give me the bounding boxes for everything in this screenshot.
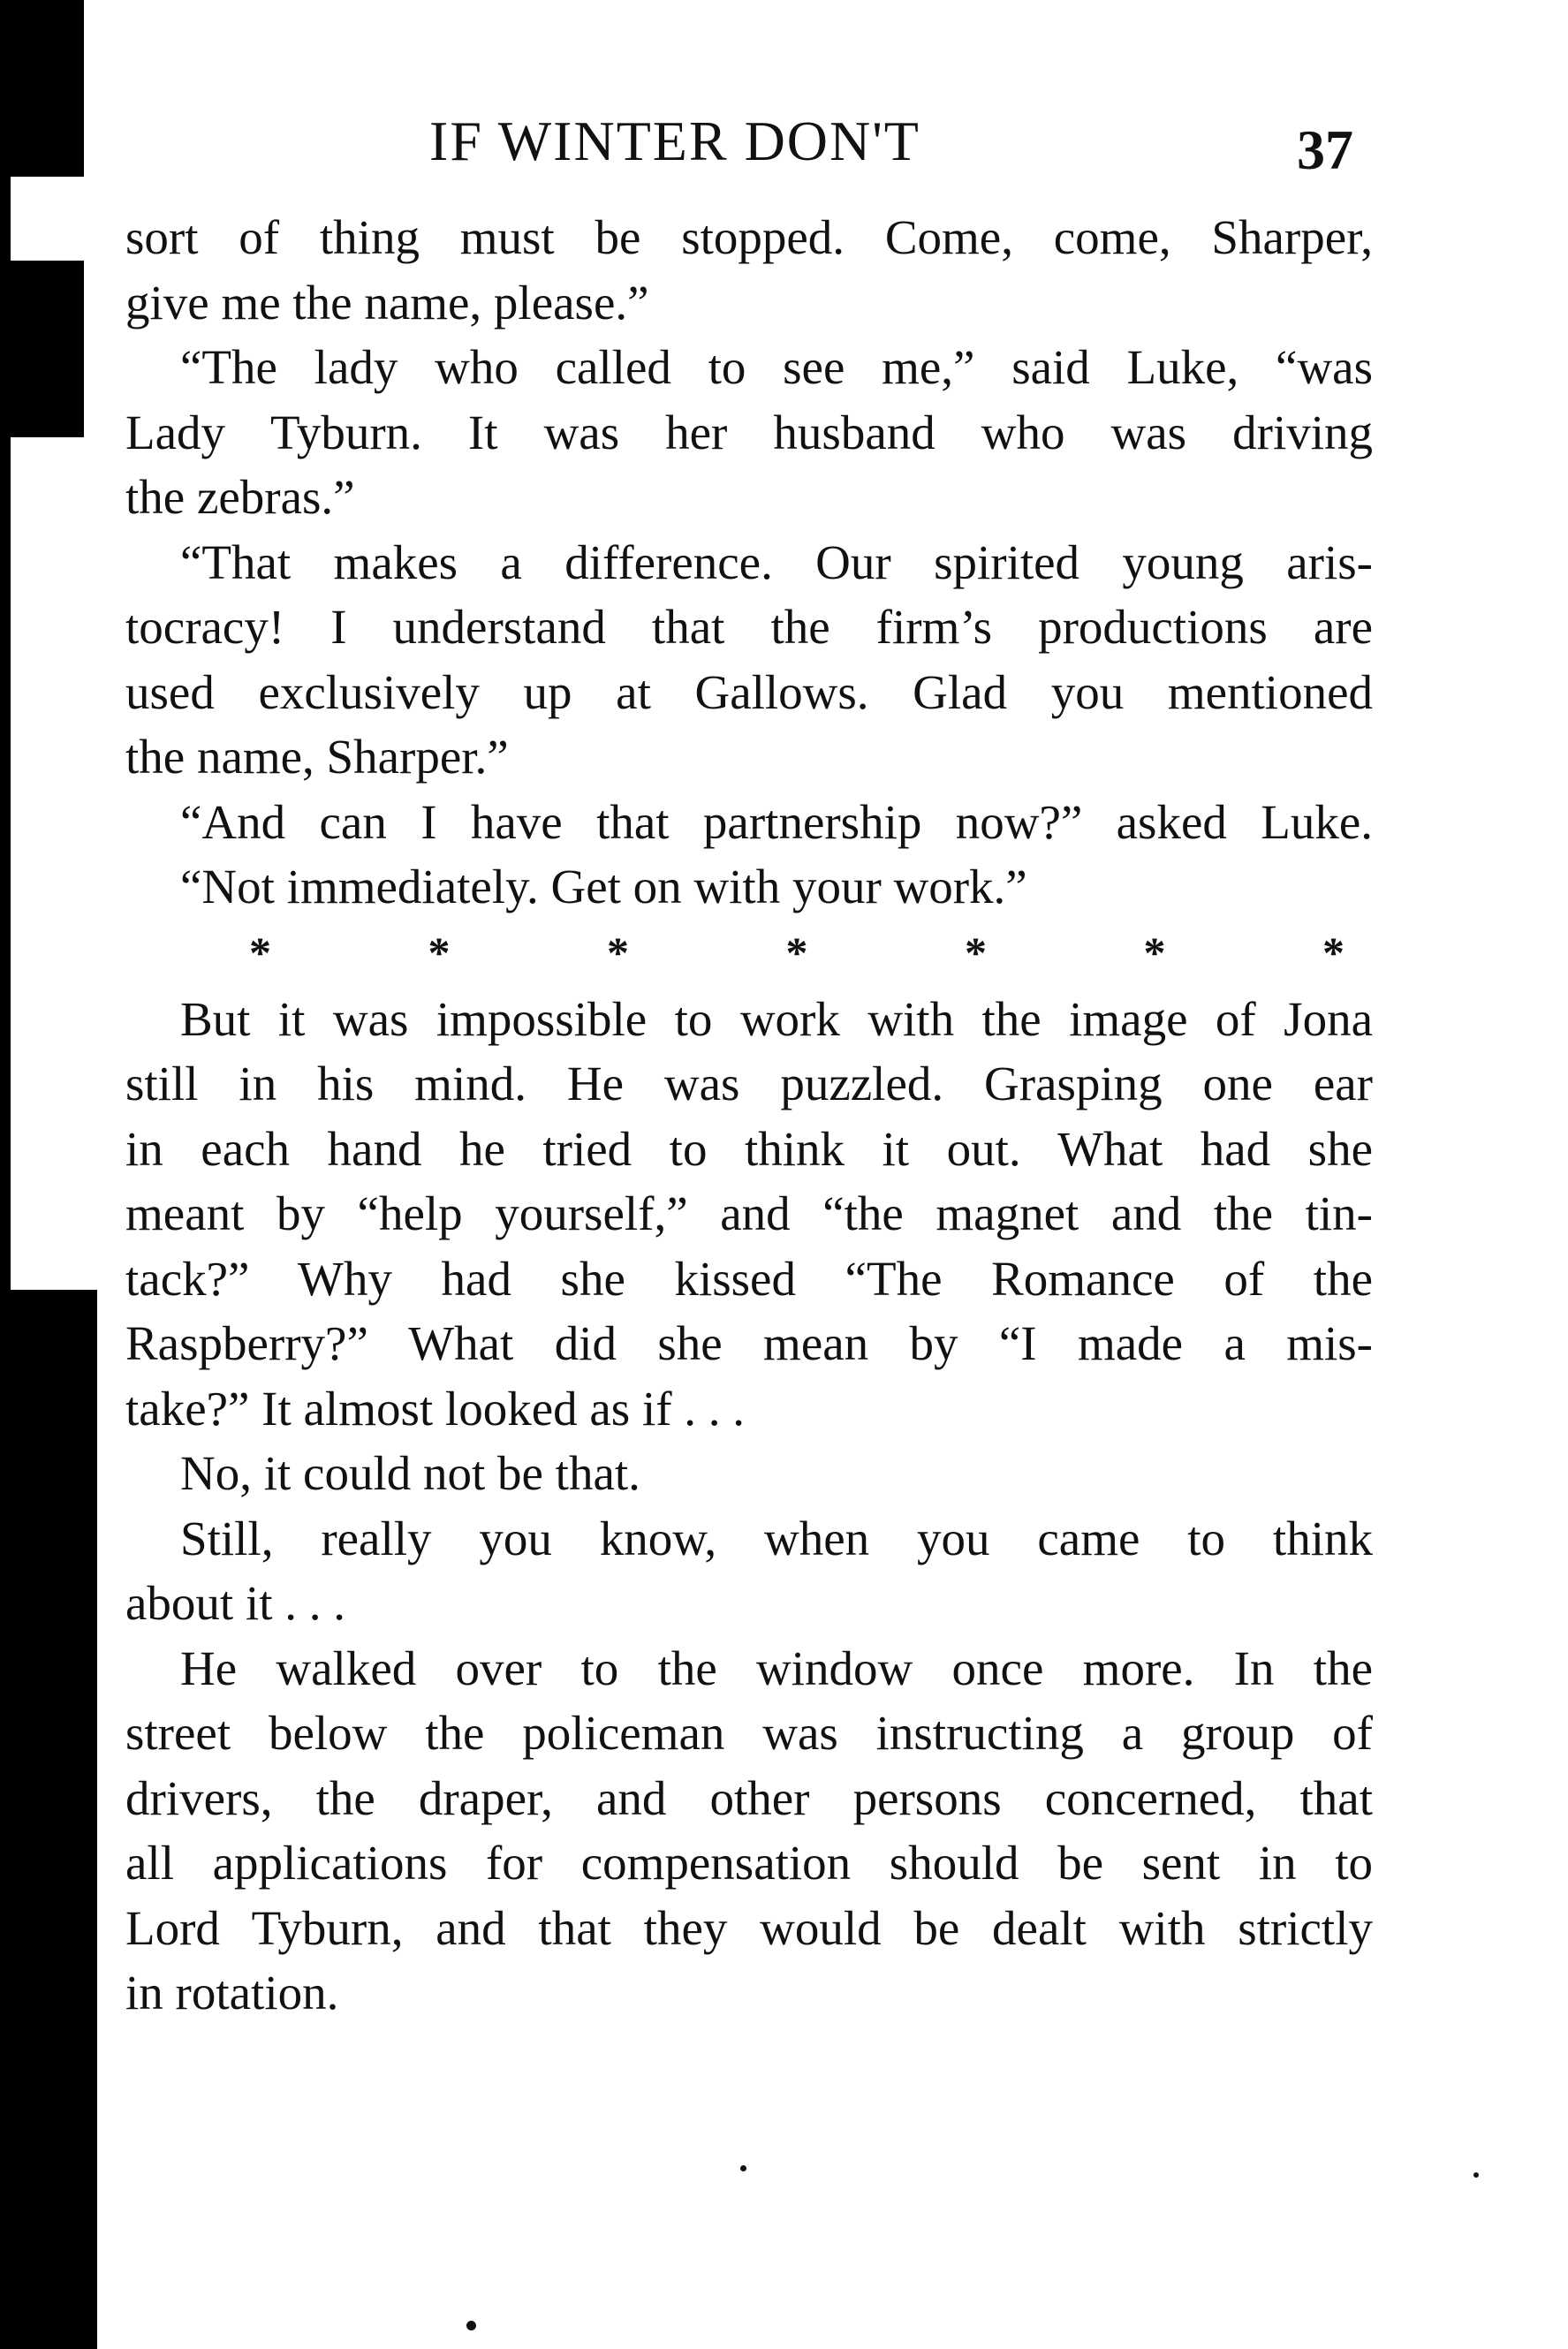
speck (740, 2165, 746, 2171)
asterisk: * (785, 927, 808, 977)
text-line: used exclusively up at Gallows. Glad you mentioned (125, 664, 1373, 719)
text-line: about it . . . (125, 1576, 346, 1630)
text-line: the name, Sharper.” (125, 730, 509, 784)
text-line: meant by “help yourself,” and “the magnet and the tin- (125, 1186, 1373, 1240)
asterisk: * (965, 927, 987, 977)
text-line: Still, really you know, when you came to think (180, 1511, 1373, 1565)
asterisk: * (607, 927, 629, 977)
text-line: “The lady who called to see me,” said Luke, “was (180, 340, 1373, 394)
text-line: drivers, the draper, and other persons concerned, that (125, 1770, 1373, 1825)
page-number: 37 (1297, 118, 1353, 181)
text-line: No, it could not be that. (180, 1446, 640, 1500)
speck (1473, 2172, 1479, 2178)
text-line: in each hand he tried to think it out. What had she (125, 1121, 1373, 1176)
text-line: give me the name, please.” (125, 275, 649, 330)
running-head (0, 106, 1568, 181)
text-line: tack?” Why had she kissed “The Romance of the (125, 1251, 1373, 1306)
running-title: IF WINTER DON'T (429, 110, 920, 172)
text-line: “And can I have that partnership now?” asked Luke. (180, 794, 1373, 849)
text-line: Lady Tyburn. It was her husband who was driving (125, 405, 1373, 459)
text-line: Raspberry?” What did she mean by “I made a mis- (125, 1316, 1373, 1370)
text-line: the zebras.” (125, 470, 355, 524)
text-line: in rotation. (125, 1966, 339, 2019)
asterisk: * (1322, 927, 1345, 977)
text-line: He walked over to the window once more. In the (180, 1641, 1373, 1695)
asterisk: * (249, 927, 271, 977)
text-line: tocracy! I understand that the firm’s productions are (125, 600, 1373, 654)
text-line: But it was impossible to work with the image of Jona (180, 991, 1373, 1046)
text-line: “Not immediately. Get on with your work.” (180, 860, 1027, 913)
binding-shadow-bottom (0, 1290, 97, 2349)
text-line: “That makes a difference. Our spirited young aris- (180, 534, 1373, 589)
text-line: street below the policeman was instructing a group of (125, 1706, 1373, 1760)
text-line: sort of thing must be stopped. Come, come, Sharper, (125, 210, 1373, 264)
asterisk: * (428, 927, 451, 977)
text-line: still in his mind. He was puzzled. Grasping one ear (125, 1057, 1373, 1110)
speck (466, 2321, 476, 2330)
binding-shadow-middle (0, 261, 84, 437)
text-line: Lord Tyburn, and that they would be dealt with strictly (125, 1900, 1373, 1955)
text-line: take?” It almost looked as if . . . (125, 1381, 746, 1436)
text-line: all applications for compensation should be sent in to (125, 1836, 1373, 1890)
asterisk: * (1143, 927, 1166, 977)
section-break (125, 921, 1345, 983)
body-text (125, 205, 1373, 2026)
